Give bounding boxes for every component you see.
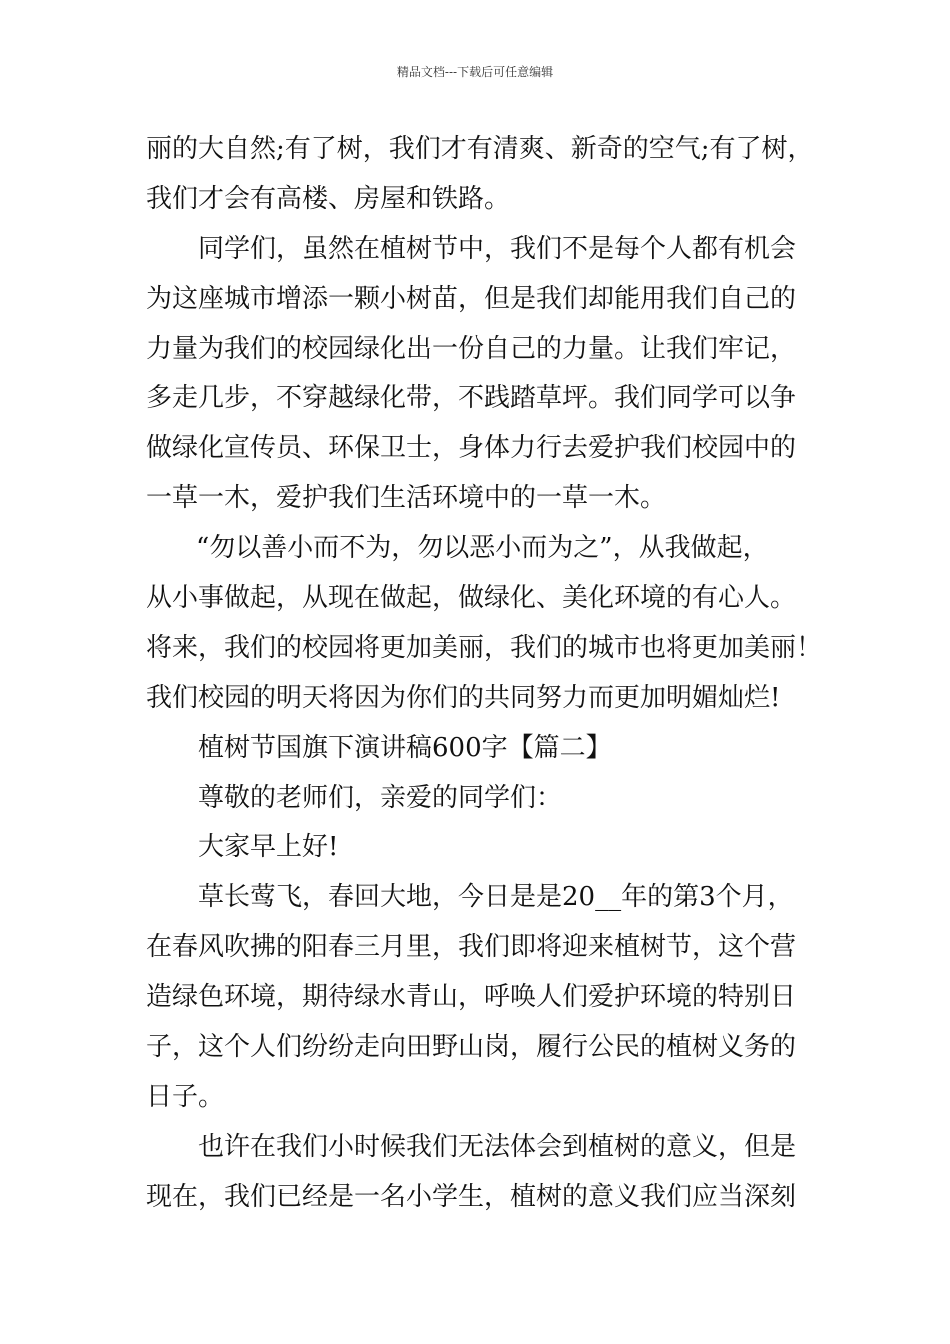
text-line: 从小事做起，从现在做起，做绿化、美化环境的有心人。	[146, 583, 797, 613]
text-line: 将来，我们的校园将更加美丽，我们的城市也将更加美丽！	[146, 633, 823, 663]
text-line: 子，这个人们纷纷走向田野山岗，履行公民的植树义务的	[146, 1032, 797, 1062]
page-header: 精品文档---下载后可任意编辑	[396, 65, 554, 79]
salutation: 尊敬的老师们，亲爱的同学们：	[198, 783, 563, 813]
text-line: “勿以善小而不为，勿以恶小而为之”，从我做起，	[196, 533, 769, 563]
text-line: 造绿色环境，期待绿水青山，呼唤人们爱护环境的特别日	[146, 982, 797, 1012]
section-heading: 植树节国旗下演讲稿600字【篇二】	[198, 733, 612, 763]
text-line: 做绿化宣传员、环保卫士，身体力行去爱护我们校园中的	[146, 433, 797, 463]
greeting: 大家早上好!	[198, 832, 339, 862]
text-line: 也许在我们小时候我们无法体会到植树的意义，但是	[198, 1132, 797, 1162]
text-line: 一草一木，爱护我们生活环境中的一草一木。	[146, 483, 667, 513]
text-line: 丽的大自然;有了树，我们才有清爽、新奇的空气;有了树，	[146, 134, 814, 164]
text-line: 多走几步，不穿越绿化带，不践踏草坪。我们同学可以争	[146, 383, 797, 413]
text-line: 我们校园的明天将因为你们的共同努力而更加明媚灿烂!	[146, 683, 781, 713]
text-line: 我们才会有高楼、房屋和铁路。	[146, 184, 511, 214]
text-line: 在春风吹拂的阳春三月里，我们即将迎来植树节，这个营	[146, 932, 797, 962]
text-line: 同学们，虽然在植树节中，我们不是每个人都有机会	[198, 234, 797, 264]
text-line: 现在，我们已经是一名小学生，植树的意义我们应当深刻	[146, 1182, 797, 1212]
text-line: 为这座城市增添一颗小树苗，但是我们却能用我们自己的	[146, 284, 797, 314]
text-line: 力量为我们的校园绿化出一份自己的力量。让我们牢记，	[146, 334, 797, 364]
text-line: 日子。	[146, 1082, 225, 1112]
text-line: 草长莺飞，春回大地，今日是是20__年的第3个月，	[198, 882, 794, 912]
